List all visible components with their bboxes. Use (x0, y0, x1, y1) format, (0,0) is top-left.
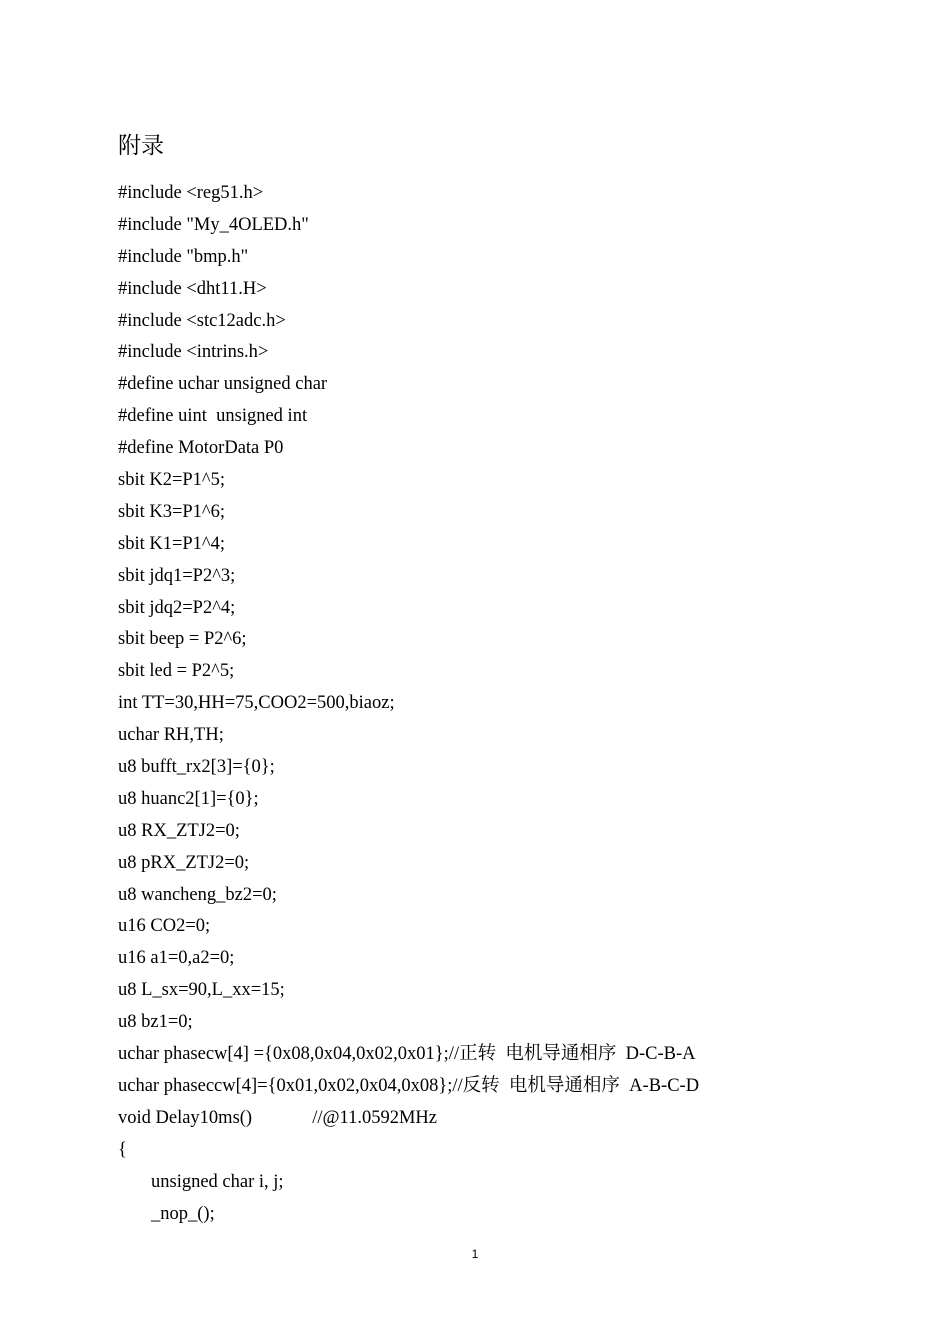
page-number: 1 (471, 1247, 479, 1261)
code-line: sbit led = P2^5; (118, 661, 235, 682)
code-line: u8 huanc2[1]={0}; (118, 788, 259, 809)
code-line: sbit jdq1=P2^3; (118, 565, 236, 586)
code-line: #define MotorData P0 (118, 438, 284, 459)
code-line: u8 pRX_ZTJ2=0; (118, 852, 250, 873)
code-line: _nop_(); (151, 1203, 215, 1224)
code-line: sbit K3=P1^6; (118, 501, 226, 522)
code-line: sbit K2=P1^5; (118, 470, 226, 491)
code-line: #include "My_4OLED.h" (118, 214, 309, 235)
code-line: sbit K1=P1^4; (118, 533, 226, 554)
code-line: #include <dht11.H> (118, 278, 267, 299)
code-line: sbit beep = P2^6; (118, 629, 247, 650)
code-line: u8 bz1=0; (118, 1012, 193, 1033)
code-line: { (118, 1139, 127, 1160)
code-line: u8 bufft_rx2[3]={0}; (118, 757, 275, 778)
code-line: #define uint unsigned int (118, 406, 308, 427)
code-line: u8 wancheng_bz2=0; (118, 884, 277, 905)
code-line: uchar phaseccw[4]={0x01,0x02,0x04,0x08};//反转 电机导通相序 A-B-C-D (118, 1075, 700, 1096)
code-line: unsigned char i, j; (151, 1171, 284, 1192)
code-listing (118, 178, 878, 1230)
code-line: u8 L_sx=90,L_xx=15; (118, 980, 285, 1001)
code-line: #define uchar unsigned char (118, 374, 328, 395)
code-line: int TT=30,HH=75,COO2=500,biaoz; (118, 693, 395, 714)
code-line: #include <stc12adc.h> (118, 310, 286, 331)
code-line: u16 a1=0,a2=0; (118, 948, 235, 969)
code-line: uchar RH,TH; (118, 725, 224, 746)
code-line: u8 RX_ZTJ2=0; (118, 820, 240, 841)
code-line: #include <reg51.h> (118, 183, 264, 203)
code-line: u16 CO2=0; (118, 916, 211, 937)
code-line: sbit jdq2=P2^4; (118, 597, 236, 618)
code-line: uchar phasecw[4] ={0x08,0x04,0x02,0x01};//正转 电机导通相序 D-C-B-A (118, 1044, 696, 1065)
appendix-heading: 附录 (118, 133, 164, 159)
code-line: #include <intrins.h> (118, 342, 269, 363)
code-line: #include "bmp.h" (118, 246, 249, 267)
code-line: void Delay10ms() //@11.0592MHz (118, 1107, 437, 1128)
